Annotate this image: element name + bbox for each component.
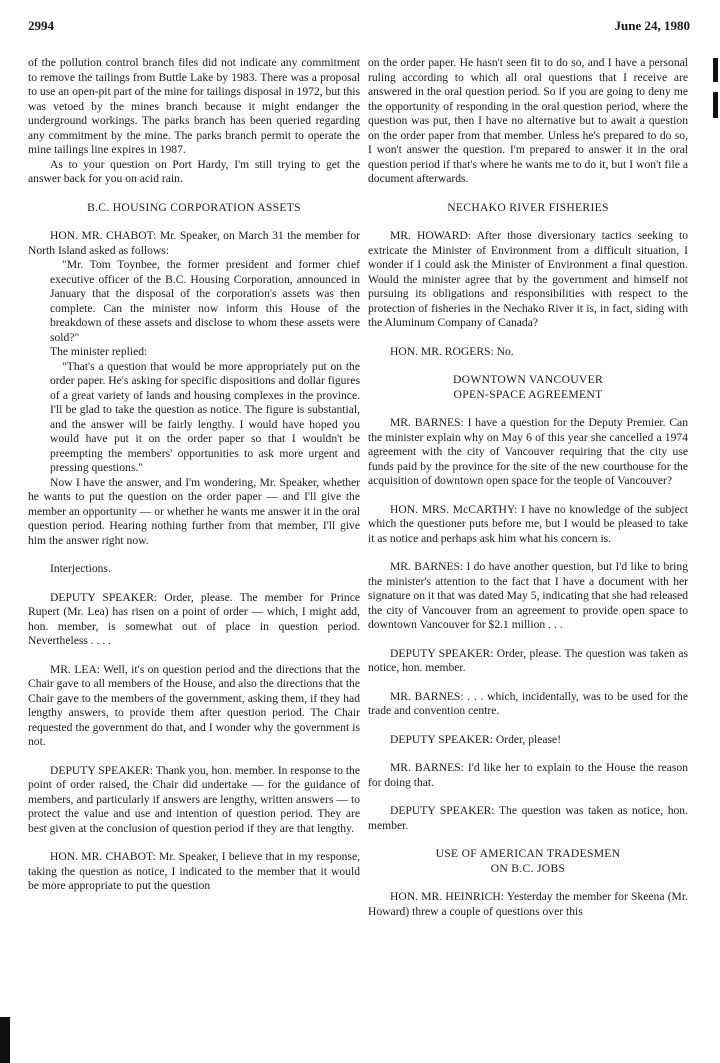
paragraph: HON. MR. ROGERS: No. (390, 344, 514, 358)
block-quote: "That's a question that would be more appropriately put on the order paper. He's asking for specific dispositions and dollar figures of a great variety of lands and housing complexes in the province. I'll be glad to take the question as notice. The figure is substantial, and the answer will be fairly lengthy. I would have hoped you would have put it on the order paper so that I wouldn't be preempting the members' opportunities to ask more urgent and pressing questions." (50, 359, 360, 474)
paragraph: Interjections. (50, 562, 111, 575)
paragraph: on the order paper. He hasn't seen fit to do so, and I have a personal ruling according to which all oral questions that I receive are answered in the oral question period. So if you are going to deny me the opportunity of responding in the oral question period, where the question was put, then I have no alternative but to await a question on the order paper from that member. Unless he's prepared to do so, I won't answer the question. I'm prepared to answer it in the oral question period if that's where he wants me to do it, but I won't file a document afterwards. (368, 56, 688, 185)
right-column (368, 56, 688, 919)
paragraph: MR. BARNES: I do have another question, but I'd like to bring the minister's attention to the fact that I have a document with her signature on it that was dated May 5, indicating that she had released the city of Vancouver from an agreement to provide open space to downtown Vancouver for $2.1 million . . . (368, 560, 688, 631)
margin-mark (713, 92, 718, 118)
paragraph: HON. MRS. McCARTHY: I have no knowledge of the subject which the questioner puts before me, but I would be pleased to take it as notice and perhaps ask him what his concern is. (368, 502, 688, 545)
paragraph: DEPUTY SPEAKER: Thank you, hon. member. In response to the point of order raised, the Chair did undertake — for the guidance of members, and particularly if answers are lengthy, written answers — to protect the value and use and intention of question period. They are best given at the conclusion of question period if they are that lengthy. (28, 763, 360, 835)
section-heading: B.C. HOUSING CORPORATION ASSETS (87, 200, 301, 214)
page-date: June 24, 1980 (614, 18, 690, 33)
paragraph: As to your question on Port Hardy, I'm still trying to get the answer back for you on acid rain. (28, 157, 360, 185)
paragraph: Now I have the answer, and I'm wondering, Mr. Speaker, whether he wants to put the question on the order paper — and I'll give the member an opportunity — or whether he wants me answer it in the oral question period. Hearing nothing further from that member, I'll give him the answer right now. (28, 475, 360, 547)
paragraph: HON. MR. HEINRICH: Yesterday the member for Skeena (Mr. Howard) threw a couple of questions over this (368, 890, 688, 918)
section-heading (368, 847, 688, 876)
section-heading (368, 373, 688, 402)
paragraph: DEPUTY SPEAKER: Order, please. The member for Prince Rupert (Mr. Lea) has risen on a point of order — which, I might add, hon. member, is somewhat out of place in question period. Nevertheless . . . . (28, 590, 360, 647)
margin-mark (0, 1017, 10, 1063)
paragraph: MR. HOWARD: After those diversionary tactics seeking to extricate the Minister of Environment from a difficult situation, I wonder if I could ask the Minister of Environment a final question. Would the minister agree that by the government and himself not pursuing its obligations and responsibilities with respect to the protection of fisheries in the Nechako River it is, in fact, siding with the Aluminum Company of Canada? (368, 229, 688, 329)
paragraph: HON. MR. CHABOT: Mr. Speaker, I believe that in my response, taking the question as notice, I indicated to the member that it would be more appropriate to put the question (28, 850, 360, 892)
page-number: 2994 (28, 18, 54, 33)
section-heading: NECHAKO RIVER FISHERIES (447, 200, 609, 214)
block-quote: "Mr. Tom Toynbee, the former president and former chief executive officer of the B.C. Housing Corporation, announced in January that the disposal of the corporation's assets was then complete. Can the minister now inform this House of the breakdown of these assets and disclose to whom these assets were sold?" (50, 258, 360, 344)
paragraph: MR. LEA: Well, it's on question period and the directions that the Chair gave to all members of the House, and also the directions that the Chair gave to the members of the government, asking them, if they had lengthy answers, to provide them after question period. The Chair requested the government do that, and I wonder why the government is not. (28, 662, 360, 748)
paragraph: of the pollution control branch files did not indicate any commitment to remove the tailings from Buttle Lake by 1983. There was a proposal to use an open-pit part of the mine for tailings disposal in 1972, but this was vetoed by the mines branch because it might endanger the underground workings. The parks branch has been queried regarding any commitment by the mine. The parks branch permit to operate the mine tailings line expires in 1987. (28, 56, 360, 156)
paragraph: DEPUTY SPEAKER: Order, please. The question was taken as notice, hon. member. (368, 646, 688, 674)
left-column (28, 56, 360, 894)
paragraph: MR. BARNES: I have a question for the Deputy Premier. Can the minister explain why on May 6 of this year she cancelled a 1974 agreement with the city of Vancouver requiring that the city use funds paid by the province for the site of the new courthouse for the acquisition of downtown open space for the teople of Vancouver? (368, 416, 688, 487)
paragraph: HON. MR. CHABOT: Mr. Speaker, on March 31 the member for North Island asked as follows: (28, 229, 360, 257)
heading-line: OPEN-SPACE AGREEMENT (453, 387, 603, 401)
paragraph: MR. BARNES: I'd like her to explain to the House the reason for doing that. (368, 761, 688, 789)
heading-line: ON B.C. JOBS (490, 861, 566, 875)
paragraph: MR. BARNES: . . . which, incidentally, was to be used for the trade and convention centre. (368, 689, 688, 717)
heading-line: USE OF AMERICAN TRADESMEN (435, 847, 621, 860)
page-header (28, 8, 690, 33)
margin-mark (713, 58, 718, 82)
paragraph: DEPUTY SPEAKER: Order, please! (390, 732, 562, 746)
paragraph: DEPUTY SPEAKER: The question was taken as notice, hon. member. (368, 804, 688, 832)
heading-line: DOWNTOWN VANCOUVER (453, 373, 603, 386)
paragraph: The minister replied: (50, 345, 148, 358)
